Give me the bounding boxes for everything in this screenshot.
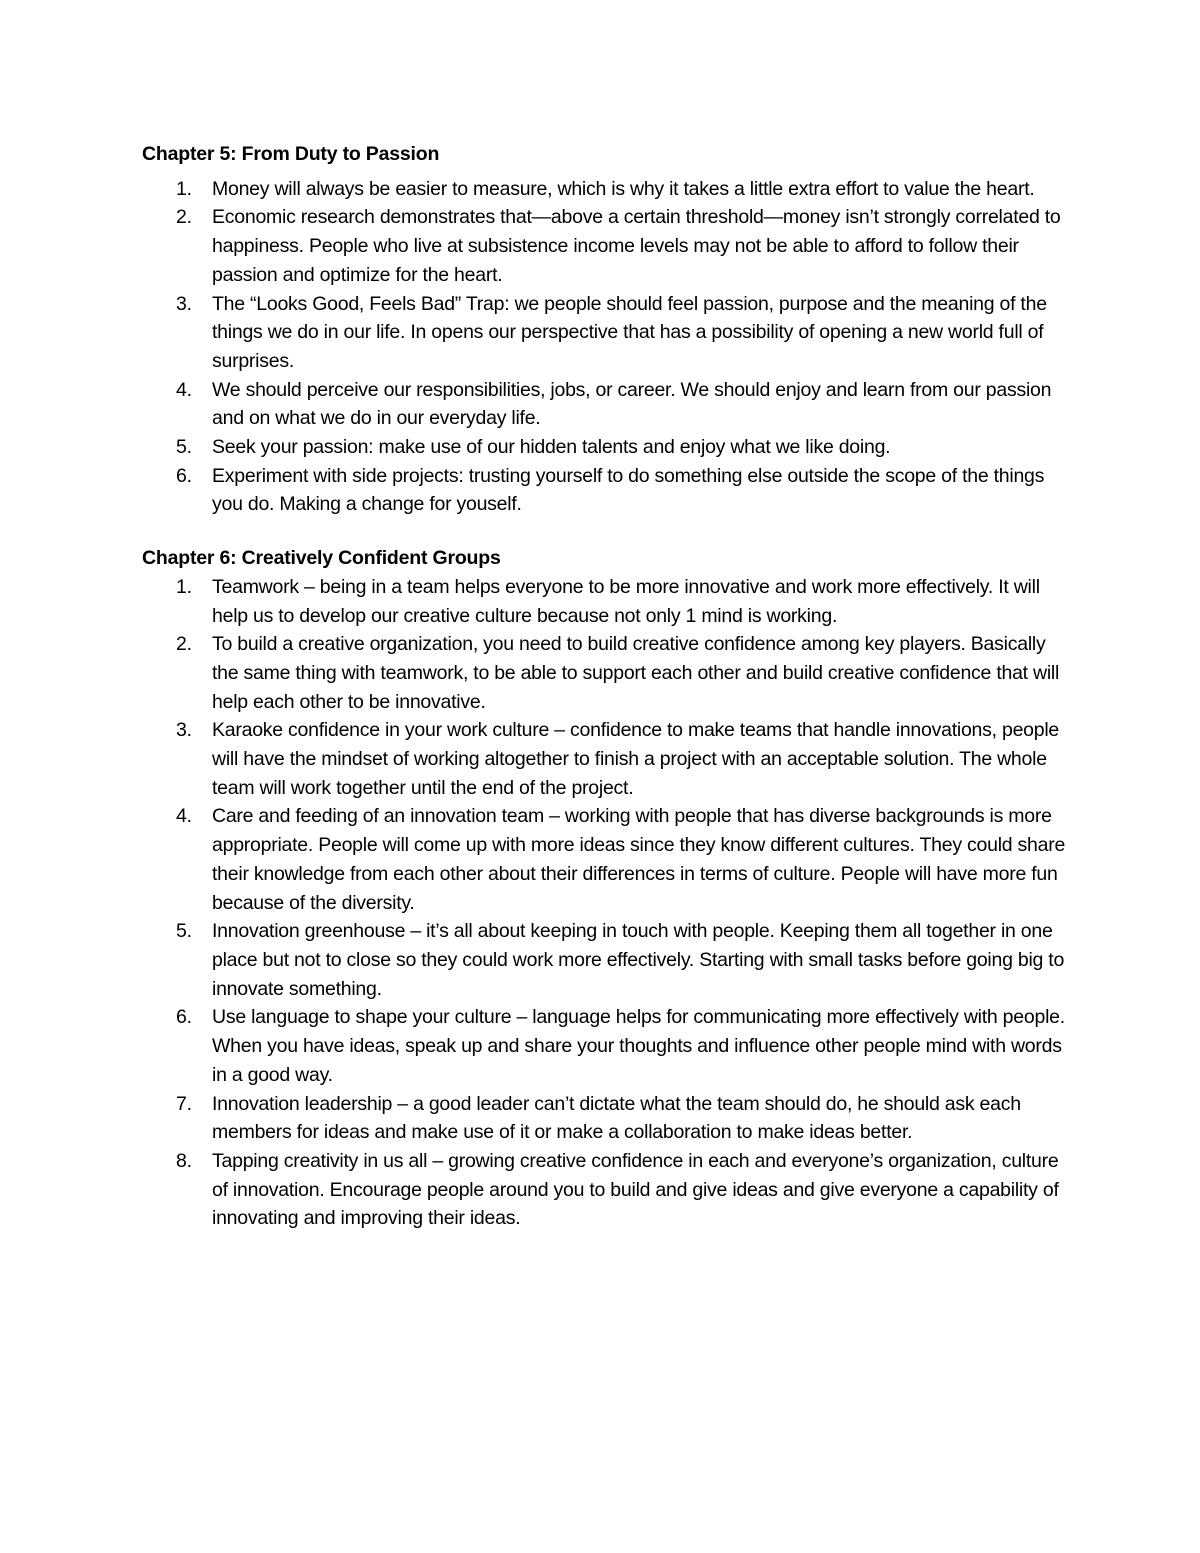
item-number: 5. [176, 436, 192, 459]
list-item [142, 917, 1072, 1003]
item-number: 2. [176, 206, 192, 229]
list-item [142, 290, 1072, 376]
item-text: Seek your passion: make use of our hidden talents and enjoy what we like doing. [212, 436, 891, 459]
item-number: 3. [176, 719, 192, 742]
item-number: 3. [176, 292, 192, 315]
list-item [142, 1090, 1072, 1147]
list-item [142, 716, 1072, 802]
item-text: Care and feeding of an innovation team – working with people that has diverse backgrounds is more appropriate. People will come up with more ideas since they know different cultures. They could share their knowledge from each other about their differences in terms of culture. People will have more fun because of the diversity. [212, 805, 1066, 914]
list-item [142, 1003, 1072, 1089]
item-text: To build a creative organization, you need to build creative confidence among key players. Basically the same thing with teamwork, to be able to support each other and build creative confidence that will help each other to be innovative. [212, 633, 1060, 713]
list-item [142, 462, 1072, 519]
item-number: 6. [176, 1006, 192, 1029]
list-item [142, 175, 1072, 204]
item-number: 7. [176, 1092, 192, 1115]
chapter6-list [142, 573, 1072, 1233]
item-text: Money will always be easier to measure, which is why it takes a little extra effort to value the heart. [212, 177, 1035, 200]
list-item [142, 573, 1072, 630]
list-item [142, 203, 1072, 289]
item-number: 4. [176, 378, 192, 401]
list-item [142, 376, 1072, 433]
chapter6-title: Chapter 6: Creatively Confident Groups [142, 547, 501, 570]
item-text: Experiment with side projects: trusting yourself to do something else outside the scope of the things you do. Making a change for youself. [212, 464, 1045, 516]
list-item [142, 630, 1072, 716]
item-text: We should perceive our responsibilities, jobs, or career. We should enjoy and learn from our passion and on what we do in our everyday life. [212, 378, 1052, 430]
chapter5-title: Chapter 5: From Duty to Passion [142, 143, 440, 165]
item-number: 5. [176, 920, 192, 943]
item-text: Innovation leadership – a good leader can’t dictate what the team should do, he should ask each members for ideas and make use of it or make a collaboration to make ideas better. [212, 1092, 1021, 1144]
item-text: Use language to shape your culture – language helps for communicating more effectively with people. When you have ideas, speak up and share your thoughts and influence other people mind with words in a good way. [212, 1006, 1065, 1086]
chapter5-list [142, 175, 1072, 519]
list-item [142, 433, 1072, 462]
item-text: Economic research demonstrates that—above a certain threshold—money isn’t strongly correlated to happiness. People who live at subsistence income levels may not be able to afford to follow their passion and optimize for the heart. [212, 206, 1061, 286]
item-text: Teamwork – being in a team helps everyone to be more innovative and work more effectively. It will help us to develop our creative culture because not only 1 mind is working. [212, 575, 1040, 627]
document-page [142, 140, 1072, 1233]
item-number: 4. [176, 805, 192, 828]
item-number: 1. [176, 575, 192, 598]
item-text: Karaoke confidence in your work culture – confidence to make teams that handle innovations, people will have the mindset of working altogether to finish a project with an acceptable solution. The whole team will work together until the end of the project. [212, 719, 1060, 799]
item-number: 2. [176, 633, 192, 656]
list-item [142, 1147, 1072, 1233]
item-text: Tapping creativity in us all – growing creative confidence in each and everyone’s organization, culture of innovation. Encourage people around you to build and give ideas and give everyone a capability of innovating and improving their ideas. [212, 1149, 1059, 1230]
item-text: Innovation greenhouse – it’s all about keeping in touch with people. Keeping them all together in one place but not to close so they could work more effectively. Starting with small tasks before going big to innovate something. [212, 920, 1065, 1000]
item-text: The “Looks Good, Feels Bad” Trap: we people should feel passion, purpose and the meaning of the things we do in our life. In opens our perspective that has a possibility of opening a new world full of surprises. [212, 292, 1047, 372]
item-number: 8. [176, 1149, 192, 1172]
item-number: 6. [176, 464, 192, 487]
item-number: 1. [176, 177, 192, 200]
list-item [142, 802, 1072, 917]
